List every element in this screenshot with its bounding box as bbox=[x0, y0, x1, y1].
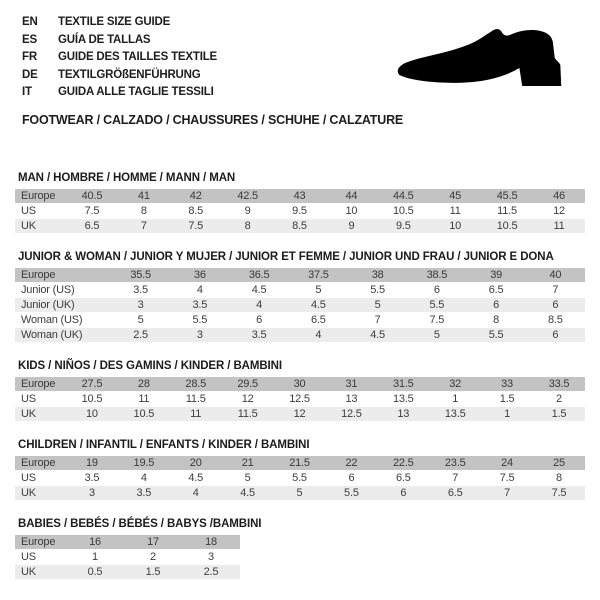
size-value: 10.5 bbox=[118, 406, 170, 421]
row-label: UK bbox=[15, 485, 66, 500]
category-title: FOOTWEAR / CALZADO / CHAUSSURES / SCHUHE / CALZATURE bbox=[22, 112, 404, 127]
size-value: 10.5 bbox=[377, 203, 429, 218]
size-table-section bbox=[15, 518, 600, 580]
size-value: 6.5 bbox=[429, 485, 481, 500]
row-label: Junior (US) bbox=[15, 282, 111, 297]
size-value: 37.5 bbox=[289, 268, 348, 283]
size-value: 12 bbox=[222, 391, 274, 406]
size-value: 9.5 bbox=[274, 203, 326, 218]
size-value: 4 bbox=[118, 470, 170, 485]
size-value: 2.5 bbox=[182, 564, 240, 579]
size-value: 7.5 bbox=[533, 485, 585, 500]
size-value: 7.5 bbox=[66, 203, 118, 218]
size-row bbox=[15, 282, 585, 297]
size-value: 5.5 bbox=[407, 297, 466, 312]
size-value: 21.5 bbox=[274, 456, 326, 471]
row-label: UK bbox=[15, 406, 66, 421]
row-label: US bbox=[15, 549, 66, 564]
size-value: 5 bbox=[111, 312, 170, 327]
size-value: 42.5 bbox=[222, 189, 274, 204]
size-value: 1.5 bbox=[124, 564, 182, 579]
size-row bbox=[15, 470, 585, 485]
size-value: 36.5 bbox=[230, 268, 289, 283]
size-value: 11.5 bbox=[222, 406, 274, 421]
size-value: 42 bbox=[170, 189, 222, 204]
row-label: US bbox=[15, 470, 66, 485]
region-header-row bbox=[15, 268, 585, 283]
size-value: 19 bbox=[66, 456, 118, 471]
size-value: 5.5 bbox=[348, 282, 407, 297]
size-row bbox=[15, 218, 585, 233]
size-value: 1 bbox=[429, 391, 481, 406]
size-value: 45.5 bbox=[481, 189, 533, 204]
language-label: TEXTILE SIZE GUIDE bbox=[58, 16, 171, 28]
size-value: 3 bbox=[111, 297, 170, 312]
size-row bbox=[15, 297, 585, 312]
size-value: 9 bbox=[222, 203, 274, 218]
language-label: GUÍA DE TALLAS bbox=[58, 33, 151, 46]
size-value: 6.5 bbox=[467, 282, 526, 297]
size-value: 35.5 bbox=[111, 268, 170, 283]
size-value: 12.5 bbox=[325, 406, 377, 421]
size-value: 11 bbox=[118, 391, 170, 406]
row-label: US bbox=[15, 391, 66, 406]
row-label: Junior (UK) bbox=[15, 297, 111, 312]
size-value: 8 bbox=[533, 470, 585, 485]
size-value: 7 bbox=[526, 282, 585, 297]
size-table-section bbox=[15, 172, 600, 234]
size-value: 21 bbox=[222, 456, 274, 471]
size-value: 0.5 bbox=[66, 564, 124, 579]
size-value: 10 bbox=[66, 406, 118, 421]
size-value: 41 bbox=[118, 189, 170, 204]
size-value: 40 bbox=[526, 268, 585, 283]
size-value: 29.5 bbox=[222, 377, 274, 392]
size-value: 32 bbox=[429, 377, 481, 392]
size-value: 18 bbox=[182, 535, 240, 550]
language-code: IT bbox=[22, 86, 32, 98]
size-value: 3 bbox=[66, 485, 118, 500]
size-table bbox=[15, 268, 585, 343]
size-value: 11 bbox=[170, 406, 222, 421]
size-value: 36 bbox=[170, 268, 229, 283]
size-value: 10 bbox=[325, 203, 377, 218]
size-value: 5 bbox=[348, 297, 407, 312]
size-table bbox=[15, 535, 240, 580]
size-value: 31 bbox=[325, 377, 377, 392]
size-value: 44 bbox=[325, 189, 377, 204]
size-row bbox=[15, 203, 585, 218]
size-value: 7.5 bbox=[481, 470, 533, 485]
table-title: CHILDREN / INFANTIL / ENFANTS / KINDER / BAMBINI bbox=[18, 438, 310, 451]
size-value: 22.5 bbox=[377, 456, 429, 471]
size-value: 3.5 bbox=[66, 470, 118, 485]
size-value: 10 bbox=[429, 218, 481, 233]
size-value: 1 bbox=[66, 549, 124, 564]
size-value: 6.5 bbox=[377, 470, 429, 485]
language-code: DE bbox=[22, 68, 38, 81]
size-value: 3 bbox=[182, 549, 240, 564]
size-value: 8.5 bbox=[526, 312, 585, 327]
table-title: KIDS / NIÑOS / DES GAMINS / KINDER / BAMBINI bbox=[18, 359, 282, 372]
size-value: 2.5 bbox=[111, 327, 170, 342]
size-value: 2 bbox=[124, 549, 182, 564]
size-value: 7 bbox=[348, 312, 407, 327]
size-value: 12 bbox=[533, 203, 585, 218]
size-value: 39 bbox=[467, 268, 526, 283]
size-value: 4 bbox=[170, 485, 222, 500]
size-value: 25 bbox=[533, 456, 585, 471]
size-value: 44.5 bbox=[377, 189, 429, 204]
size-value: 30 bbox=[274, 377, 326, 392]
row-label: Europe bbox=[15, 377, 66, 392]
size-value: 13 bbox=[325, 391, 377, 406]
size-value: 6 bbox=[467, 297, 526, 312]
row-label: US bbox=[15, 203, 66, 218]
size-value: 38.5 bbox=[407, 268, 466, 283]
size-value: 7.5 bbox=[407, 312, 466, 327]
size-value: 12.5 bbox=[274, 391, 326, 406]
size-value: 8.5 bbox=[170, 203, 222, 218]
size-value: 16 bbox=[66, 535, 124, 550]
size-value: 3 bbox=[170, 327, 229, 342]
row-label: UK bbox=[15, 564, 66, 579]
size-value: 11 bbox=[429, 203, 481, 218]
language-code: FR bbox=[22, 51, 37, 63]
size-value: 10.5 bbox=[66, 391, 118, 406]
size-value: 2 bbox=[533, 391, 585, 406]
size-value: 40.5 bbox=[66, 189, 118, 204]
size-value: 3.5 bbox=[111, 282, 170, 297]
language-label: GUIDA ALLE TAGLIE TESSILI bbox=[58, 86, 214, 98]
size-value: 5.5 bbox=[467, 327, 526, 342]
size-value: 43 bbox=[274, 189, 326, 204]
size-value: 33.5 bbox=[533, 377, 585, 392]
size-value: 27.5 bbox=[66, 377, 118, 392]
size-value: 4.5 bbox=[348, 327, 407, 342]
size-value: 33 bbox=[481, 377, 533, 392]
region-header-row bbox=[15, 456, 585, 471]
size-value: 1.5 bbox=[481, 391, 533, 406]
size-value: 46 bbox=[533, 189, 585, 204]
size-value: 13.5 bbox=[429, 406, 481, 421]
region-header-row bbox=[15, 377, 585, 392]
size-value: 5.5 bbox=[274, 470, 326, 485]
size-value: 20 bbox=[170, 456, 222, 471]
table-title: MAN / HOMBRE / HOMME / MANN / MAN bbox=[18, 171, 236, 184]
size-value: 4.5 bbox=[170, 470, 222, 485]
size-table-section bbox=[15, 360, 600, 422]
size-value: 6 bbox=[325, 470, 377, 485]
size-value: 28 bbox=[118, 377, 170, 392]
size-row bbox=[15, 485, 585, 500]
size-value: 7 bbox=[481, 485, 533, 500]
size-value: 4.5 bbox=[230, 282, 289, 297]
size-value: 8 bbox=[118, 203, 170, 218]
size-value: 19.5 bbox=[118, 456, 170, 471]
size-row bbox=[15, 327, 585, 342]
size-value: 5 bbox=[274, 485, 326, 500]
size-value: 31.5 bbox=[377, 377, 429, 392]
size-tables bbox=[15, 172, 600, 580]
size-value: 3.5 bbox=[170, 297, 229, 312]
size-value: 45 bbox=[429, 189, 481, 204]
size-table-section bbox=[15, 439, 600, 501]
size-value: 23.5 bbox=[429, 456, 481, 471]
size-row bbox=[15, 312, 585, 327]
size-value: 7 bbox=[118, 218, 170, 233]
row-label: Europe bbox=[15, 456, 66, 471]
size-value: 8 bbox=[222, 218, 274, 233]
size-value: 28.5 bbox=[170, 377, 222, 392]
size-value: 8 bbox=[467, 312, 526, 327]
size-value: 24 bbox=[481, 456, 533, 471]
table-title: JUNIOR & WOMAN / JUNIOR Y MUJER / JUNIOR ET FEMME / JUNIOR UND FRAU / JUNIOR E DONA bbox=[18, 250, 554, 263]
size-value: 8.5 bbox=[274, 218, 326, 233]
size-value: 4 bbox=[230, 297, 289, 312]
size-value: 4 bbox=[170, 282, 229, 297]
size-value: 4 bbox=[289, 327, 348, 342]
size-value: 6 bbox=[407, 282, 466, 297]
row-label: Europe bbox=[15, 189, 66, 204]
size-value: 10.5 bbox=[481, 218, 533, 233]
size-value: 4.5 bbox=[289, 297, 348, 312]
size-value: 11 bbox=[533, 218, 585, 233]
size-value: 5.5 bbox=[170, 312, 229, 327]
region-header-row bbox=[15, 189, 585, 204]
size-value: 13 bbox=[377, 406, 429, 421]
size-value: 6.5 bbox=[66, 218, 118, 233]
size-row bbox=[15, 391, 585, 406]
size-table bbox=[15, 456, 585, 501]
size-value: 3.5 bbox=[230, 327, 289, 342]
size-value: 7.5 bbox=[170, 218, 222, 233]
size-value: 5 bbox=[222, 470, 274, 485]
size-value: 38 bbox=[348, 268, 407, 283]
language-code: ES bbox=[22, 33, 37, 46]
size-value: 6.5 bbox=[289, 312, 348, 327]
size-value: 1.5 bbox=[533, 406, 585, 421]
size-value: 5 bbox=[407, 327, 466, 342]
size-value: 6 bbox=[230, 312, 289, 327]
dress-shoe-icon bbox=[392, 22, 578, 100]
size-table bbox=[15, 189, 585, 234]
size-value: 5.5 bbox=[325, 485, 377, 500]
size-value: 9 bbox=[325, 218, 377, 233]
size-table bbox=[15, 377, 585, 422]
size-value: 5 bbox=[289, 282, 348, 297]
size-value: 12 bbox=[274, 406, 326, 421]
row-label: Woman (US) bbox=[15, 312, 111, 327]
size-value: 13.5 bbox=[377, 391, 429, 406]
size-value: 1 bbox=[481, 406, 533, 421]
size-value: 4.5 bbox=[222, 485, 274, 500]
size-value: 11.5 bbox=[170, 391, 222, 406]
size-value: 3.5 bbox=[118, 485, 170, 500]
size-value: 22 bbox=[325, 456, 377, 471]
size-row bbox=[15, 564, 240, 579]
size-value: 6 bbox=[377, 485, 429, 500]
size-value: 6 bbox=[526, 327, 585, 342]
row-label: Europe bbox=[15, 535, 66, 550]
size-value: 9.5 bbox=[377, 218, 429, 233]
size-value: 7 bbox=[429, 470, 481, 485]
size-value: 17 bbox=[124, 535, 182, 550]
language-label: TEXTILGRÖßENFÜHRUNG bbox=[58, 68, 201, 81]
size-value: 11.5 bbox=[481, 203, 533, 218]
table-title: BABIES / BEBÉS / BÉBÉS / BABYS /BAMBINI bbox=[18, 517, 262, 530]
size-row bbox=[15, 549, 240, 564]
row-label: Woman (UK) bbox=[15, 327, 111, 342]
region-header-row bbox=[15, 535, 240, 550]
language-label: GUIDE DES TAILLES TEXTILE bbox=[58, 51, 217, 63]
language-code: EN bbox=[22, 16, 38, 28]
row-label: Europe bbox=[15, 268, 111, 283]
size-row bbox=[15, 406, 585, 421]
row-label: UK bbox=[15, 218, 66, 233]
size-table-section bbox=[15, 251, 600, 343]
size-value: 6 bbox=[526, 297, 585, 312]
